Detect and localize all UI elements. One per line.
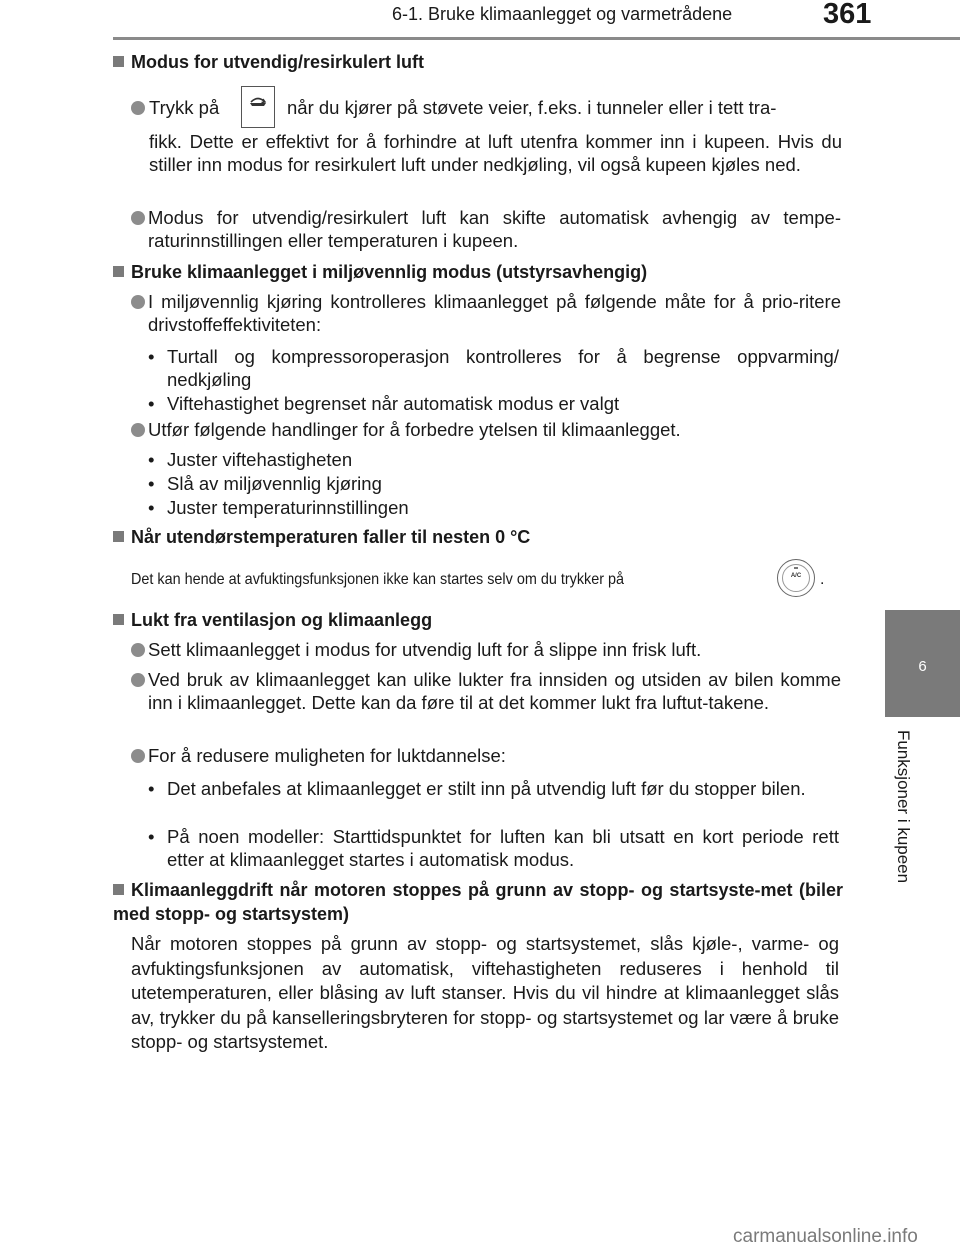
square-bullet-icon <box>113 884 124 895</box>
chapter-label-container <box>887 730 917 910</box>
chapter-tab <box>885 610 960 717</box>
bullet-text: For å redusere muligheten for luktdannelse: <box>148 745 506 766</box>
header-rule <box>113 37 960 40</box>
bullet-text: Utfør følgende handlinger for å forbedre ytelsen til klimaanlegget. <box>148 419 681 440</box>
bullet-text: Trykk på <box>149 97 220 118</box>
square-bullet-icon <box>113 531 124 542</box>
watermark-text: carmanualsonline.info <box>733 1226 918 1247</box>
section-heading-air-mode: Modus for utvendig/resirkulert luft <box>113 51 424 73</box>
running-header: 6-1. Bruke klimaanlegget og varmetrådene <box>392 4 733 24</box>
bullet-text: Sett klimaanlegget i modus for utvendig luft for å slippe inn frisk luft. <box>148 639 702 660</box>
square-bullet-icon <box>113 266 124 277</box>
square-bullet-icon <box>113 56 124 67</box>
dot-icon: • <box>148 497 155 518</box>
ac-button-label: A/C <box>790 573 802 579</box>
bullet-text: Modus for utvendig/resirkulert luft kan skifte automatisk avhengig av tempe-raturinnstillingen eller temperaturen i kupeen. <box>148 207 841 251</box>
dot-icon: • <box>148 473 155 494</box>
dot-icon: • <box>148 346 155 367</box>
circle-bullet-icon <box>131 101 145 115</box>
circle-bullet-icon <box>131 673 145 687</box>
circle-bullet-icon <box>131 643 145 657</box>
section-heading-low-temp: Når utendørstemperaturen faller til nesten 0 °C <box>113 526 530 548</box>
dot-icon: • <box>148 778 155 799</box>
section-heading-stop-start: Klimaanleggdrift når motoren stoppes på grunn av stopp- og startsyste-met (biler med stopp- og startsystem) <box>113 880 843 924</box>
bullet-text: I miljøvennlig kjøring kontrolleres klimaanlegget på følgende måte for å prio-ritere drivstoffeffektiviteten: <box>148 291 841 335</box>
paragraph: Når motoren stoppes på grunn av stopp- og startsystemet, slås kjøle-, varme- og avfuktingsfunksjonen av automatisk, viftehastigheten reduseres i henhold til utetemperaturen, eller blåsing av luft stanser. Hvis du vil hindre at klimaanlegget slås av, trykker du på kanselleringsbryteren for stopp- og startsystemet og lar være å bruke stopp- og startsystemet. <box>131 933 839 1052</box>
dot-icon: • <box>148 449 155 470</box>
indicator-light-icon <box>794 567 798 569</box>
note-text: Det kan hende at avfuktingsfunksjonen ikke kan startes selv om du trykker på <box>131 571 625 588</box>
bullet-text: når du kjører på støvete veier, f.eks. i tunneler eller i tett tra- <box>287 97 777 118</box>
paragraph: fikk. Dette er effektivt for å forhindre at luft utenfra kommer inn i kupeen. Hvis du stiller inn modus for resirkulert luft under nedkjøling, vil også kupeen kjøles ned. <box>149 131 842 175</box>
circle-bullet-icon <box>131 211 145 225</box>
note-period: . <box>820 571 825 588</box>
section-heading-eco-mode: Bruke klimaanlegget i miljøvennlig modus (utstyrsavhengig) <box>113 261 647 283</box>
recirculation-button <box>241 86 275 128</box>
recirculation-icon <box>242 87 274 127</box>
circle-bullet-icon <box>131 295 145 309</box>
circle-bullet-icon <box>131 749 145 763</box>
bullet-text: Ved bruk av klimaanlegget kan ulike lukter fra innsiden og utsiden av bilen komme inn i klimaanlegget. Dette kan da føre til at det kommer lukt fra luftut-takene. <box>148 669 841 713</box>
chapter-label: Funksjoner i kupeen <box>894 730 913 884</box>
circle-bullet-icon <box>131 423 145 437</box>
chapter-number: 6 <box>918 658 927 675</box>
dot-icon: • <box>148 826 155 847</box>
dot-icon: • <box>148 393 155 414</box>
section-heading-odor: Lukt fra ventilasjon og klimaanlegg <box>113 609 432 631</box>
page-number: 361 <box>823 0 872 30</box>
square-bullet-icon <box>113 614 124 625</box>
ac-button <box>777 559 815 597</box>
